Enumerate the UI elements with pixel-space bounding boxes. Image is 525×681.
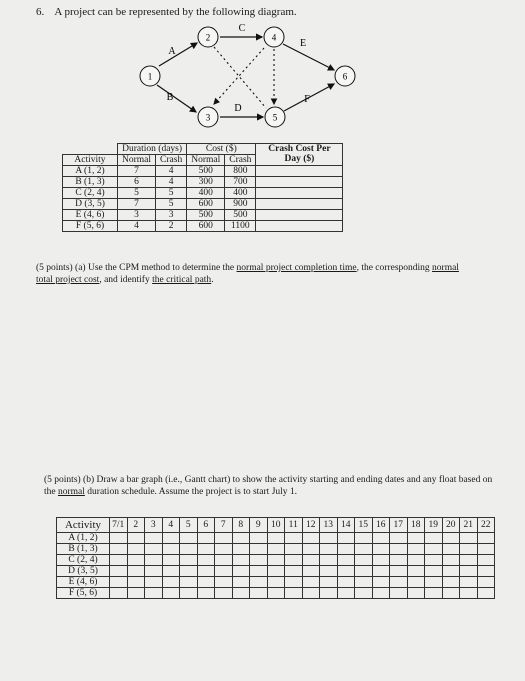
gantt-day-header: 22 (477, 518, 495, 533)
edge-a (159, 43, 197, 66)
table-row: B (1, 3) 6 4 300 700 (63, 177, 343, 188)
gantt-cell (232, 577, 250, 588)
gantt-row (57, 566, 495, 577)
gantt-cell (355, 566, 373, 577)
gantt-cell (250, 533, 268, 544)
gantt-day-header: 18 (407, 518, 425, 533)
gantt-cell (390, 566, 408, 577)
edge-label-a: A (168, 46, 176, 57)
gantt-cell (127, 544, 145, 555)
gantt-cell (407, 588, 425, 599)
edge-label-d: D (234, 103, 242, 114)
gantt-cell (477, 588, 495, 599)
gantt-cell (460, 577, 478, 588)
gantt-cell (180, 566, 198, 577)
dummy-edge-4-3 (214, 48, 264, 104)
gantt-cell (372, 533, 390, 544)
gantt-cell (425, 577, 443, 588)
table-row: E (4, 6) 3 3 500 500 (63, 210, 343, 221)
table-row: D (3, 5) 7 5 600 900 (63, 199, 343, 210)
gantt-day-header: 6 (197, 518, 215, 533)
gantt-cell (442, 588, 460, 599)
gantt-cell (267, 555, 285, 566)
gantt-day-header: 7/1 (110, 518, 128, 533)
edge-label-e: E (299, 38, 307, 49)
gantt-cell (320, 566, 338, 577)
gantt-cell (145, 544, 163, 555)
crash-cost-cell (256, 210, 343, 221)
gantt-cell (320, 555, 338, 566)
gantt-cell (232, 555, 250, 566)
crash-cost-cell (256, 177, 343, 188)
gantt-activity-header: Activity (57, 518, 110, 533)
gantt-cell (285, 533, 303, 544)
gantt-cell (145, 566, 163, 577)
crash-cost-header: Crash Cost Per Day ($) (256, 144, 343, 166)
table-row: C (2, 4) 5 5 400 400 (63, 188, 343, 199)
gantt-row (57, 544, 495, 555)
node-2-label: 2 (205, 32, 211, 43)
gantt-cell (390, 533, 408, 544)
gantt-cell (127, 533, 145, 544)
gantt-cell (110, 588, 128, 599)
node-6-label: 6 (342, 71, 348, 82)
gantt-cell (302, 577, 320, 588)
gantt-cell (442, 577, 460, 588)
gantt-cell (372, 544, 390, 555)
gantt-cell (232, 566, 250, 577)
gantt-cell (355, 533, 373, 544)
gantt-cell (197, 544, 215, 555)
gantt-cell (407, 577, 425, 588)
gantt-cell (197, 566, 215, 577)
gantt-cell (407, 544, 425, 555)
gantt-cell (302, 566, 320, 577)
gantt-header-row (57, 518, 495, 533)
gantt-cell (407, 533, 425, 544)
gantt-cell (477, 555, 495, 566)
gantt-cell (320, 577, 338, 588)
gantt-cell (337, 533, 355, 544)
gantt-day-header: 15 (355, 518, 373, 533)
cost-header: Cost ($) (187, 144, 256, 155)
gantt-cell (390, 555, 408, 566)
question-text: A project can be represented by the following diagram. (54, 6, 297, 18)
gantt-cell (110, 577, 128, 588)
node-3-label: 3 (205, 112, 211, 123)
gantt-cell (442, 566, 460, 577)
gantt-cell (355, 555, 373, 566)
crash-cost-cell (256, 199, 343, 210)
edge-label-b: B (166, 92, 174, 103)
gantt-cell (425, 544, 443, 555)
gantt-cell (232, 588, 250, 599)
part-a-text: (5 points) (a) Use the CPM method to determine the normal project completion time, the corresponding normal total project cost, and identify the critical path. (36, 263, 459, 285)
gantt-cell (355, 577, 373, 588)
gantt-cell (285, 566, 303, 577)
gantt-activity-label: F (5, 6) (57, 588, 110, 599)
gantt-day-header: 10 (267, 518, 285, 533)
gantt-row (57, 555, 495, 566)
gantt-cell (180, 544, 198, 555)
gantt-cell (460, 555, 478, 566)
duration-crash-header: Crash (156, 155, 187, 166)
gantt-cell (320, 533, 338, 544)
gantt-cell (162, 566, 180, 577)
gantt-cell (477, 566, 495, 577)
gantt-cell (460, 533, 478, 544)
gantt-cell (250, 577, 268, 588)
gantt-cell (460, 544, 478, 555)
gantt-cell (127, 555, 145, 566)
gantt-cell (145, 533, 163, 544)
table-row: F (5, 6) 4 2 600 1100 (63, 221, 343, 232)
gantt-row (57, 588, 495, 599)
edge-label-f: F (304, 94, 310, 105)
gantt-row (57, 533, 495, 544)
gantt-cell (302, 555, 320, 566)
gantt-cell (285, 544, 303, 555)
gantt-cell (425, 555, 443, 566)
activity-header: Activity (63, 155, 118, 166)
gantt-cell (145, 555, 163, 566)
edge-label-c: C (238, 23, 246, 34)
edge-e (283, 44, 334, 70)
gantt-cell (267, 577, 285, 588)
gantt-cell (250, 544, 268, 555)
gantt-cell (267, 533, 285, 544)
gantt-cell (425, 533, 443, 544)
gantt-cell (197, 533, 215, 544)
gantt-cell (267, 544, 285, 555)
gantt-cell (145, 588, 163, 599)
gantt-day-header: 9 (250, 518, 268, 533)
gantt-day-header: 21 (460, 518, 478, 533)
gantt-cell (372, 588, 390, 599)
node-5-label: 5 (272, 112, 278, 123)
activity-data-table (62, 143, 343, 232)
gantt-cell (197, 577, 215, 588)
dummy-edge-2-5 (214, 47, 266, 108)
gantt-cell (267, 566, 285, 577)
crash-cost-cell (256, 188, 343, 199)
gantt-cell (127, 566, 145, 577)
gantt-activity-label: A (1, 2) (57, 533, 110, 544)
gantt-activity-label: C (2, 4) (57, 555, 110, 566)
gantt-cell (197, 588, 215, 599)
gantt-cell (372, 577, 390, 588)
crash-cost-cell (256, 221, 343, 232)
node-1-label: 1 (147, 71, 153, 82)
gantt-day-header: 5 (180, 518, 198, 533)
gantt-cell (285, 588, 303, 599)
gantt-cell (162, 577, 180, 588)
gantt-day-header: 13 (320, 518, 338, 533)
gantt-cell (337, 588, 355, 599)
table-row: A (1, 2) 7 4 500 800 (63, 166, 343, 177)
gantt-cell (407, 555, 425, 566)
gantt-cell (460, 566, 478, 577)
gantt-cell (390, 588, 408, 599)
gantt-cell (180, 588, 198, 599)
gantt-cell (355, 544, 373, 555)
gantt-cell (460, 588, 478, 599)
node-4-label: 4 (271, 32, 277, 43)
gantt-cell (215, 555, 233, 566)
gantt-cell (407, 566, 425, 577)
gantt-cell (425, 588, 443, 599)
gantt-day-header: 11 (285, 518, 303, 533)
gantt-cell (232, 533, 250, 544)
gantt-cell (215, 566, 233, 577)
gantt-cell (250, 566, 268, 577)
gantt-day-header: 14 (337, 518, 355, 533)
gantt-day-header: 3 (145, 518, 163, 533)
gantt-cell (320, 544, 338, 555)
gantt-day-header: 4 (162, 518, 180, 533)
gantt-cell (250, 588, 268, 599)
gantt-cell (110, 544, 128, 555)
gantt-cell (337, 577, 355, 588)
gantt-cell (267, 588, 285, 599)
gantt-day-header: 2 (127, 518, 145, 533)
gantt-cell (337, 555, 355, 566)
gantt-cell (337, 566, 355, 577)
gantt-activity-label: D (3, 5) (57, 566, 110, 577)
gantt-cell (372, 566, 390, 577)
gantt-cell (232, 544, 250, 555)
gantt-cell (162, 555, 180, 566)
gantt-row (57, 577, 495, 588)
gantt-cell (285, 577, 303, 588)
gantt-cell (477, 544, 495, 555)
gantt-cell (110, 555, 128, 566)
gantt-cell (302, 588, 320, 599)
gantt-cell (390, 544, 408, 555)
gantt-cell (180, 533, 198, 544)
gantt-cell (110, 533, 128, 544)
gantt-day-header: 7 (215, 518, 233, 533)
part-b-text: (5 points) (b) Draw a bar graph (i.e., Gantt chart) to show the activity starting and ending dates and any float based on the normal duration schedule. Assume the project is to start July 1. (44, 475, 493, 497)
gantt-cell (442, 533, 460, 544)
gantt-cell (162, 533, 180, 544)
gantt-cell (442, 544, 460, 555)
duration-header: Duration (days) (118, 144, 187, 155)
edge-b (157, 85, 196, 112)
gantt-activity-label: E (4, 6) (57, 577, 110, 588)
gantt-cell (215, 533, 233, 544)
cost-normal-header: Normal (187, 155, 225, 166)
gantt-cell (145, 577, 163, 588)
gantt-day-header: 12 (302, 518, 320, 533)
duration-normal-header: Normal (118, 155, 156, 166)
gantt-day-header: 20 (442, 518, 460, 533)
gantt-day-header: 8 (232, 518, 250, 533)
gantt-cell (372, 555, 390, 566)
gantt-day-header: 17 (390, 518, 408, 533)
gantt-cell (302, 533, 320, 544)
gantt-cell (302, 544, 320, 555)
gantt-cell (442, 555, 460, 566)
gantt-cell (110, 566, 128, 577)
gantt-cell (127, 588, 145, 599)
gantt-activity-label: B (1, 3) (57, 544, 110, 555)
gantt-cell (355, 588, 373, 599)
gantt-cell (250, 555, 268, 566)
gantt-cell (425, 566, 443, 577)
gantt-day-header: 16 (372, 518, 390, 533)
gantt-cell (180, 577, 198, 588)
gantt-cell (215, 588, 233, 599)
gantt-cell (162, 588, 180, 599)
gantt-cell (162, 544, 180, 555)
project-network-diagram (0, 0, 525, 140)
gantt-cell (477, 577, 495, 588)
gantt-chart-grid (56, 517, 495, 599)
gantt-cell (127, 577, 145, 588)
gantt-cell (477, 533, 495, 544)
gantt-cell (180, 555, 198, 566)
gantt-cell (215, 544, 233, 555)
gantt-cell (337, 544, 355, 555)
gantt-cell (215, 577, 233, 588)
gantt-cell (390, 577, 408, 588)
gantt-cell (320, 588, 338, 599)
cost-crash-header: Crash (225, 155, 256, 166)
crash-cost-cell (256, 166, 343, 177)
gantt-cell (197, 555, 215, 566)
question-number: 6. (36, 6, 45, 18)
gantt-cell (285, 555, 303, 566)
gantt-day-header: 19 (425, 518, 443, 533)
